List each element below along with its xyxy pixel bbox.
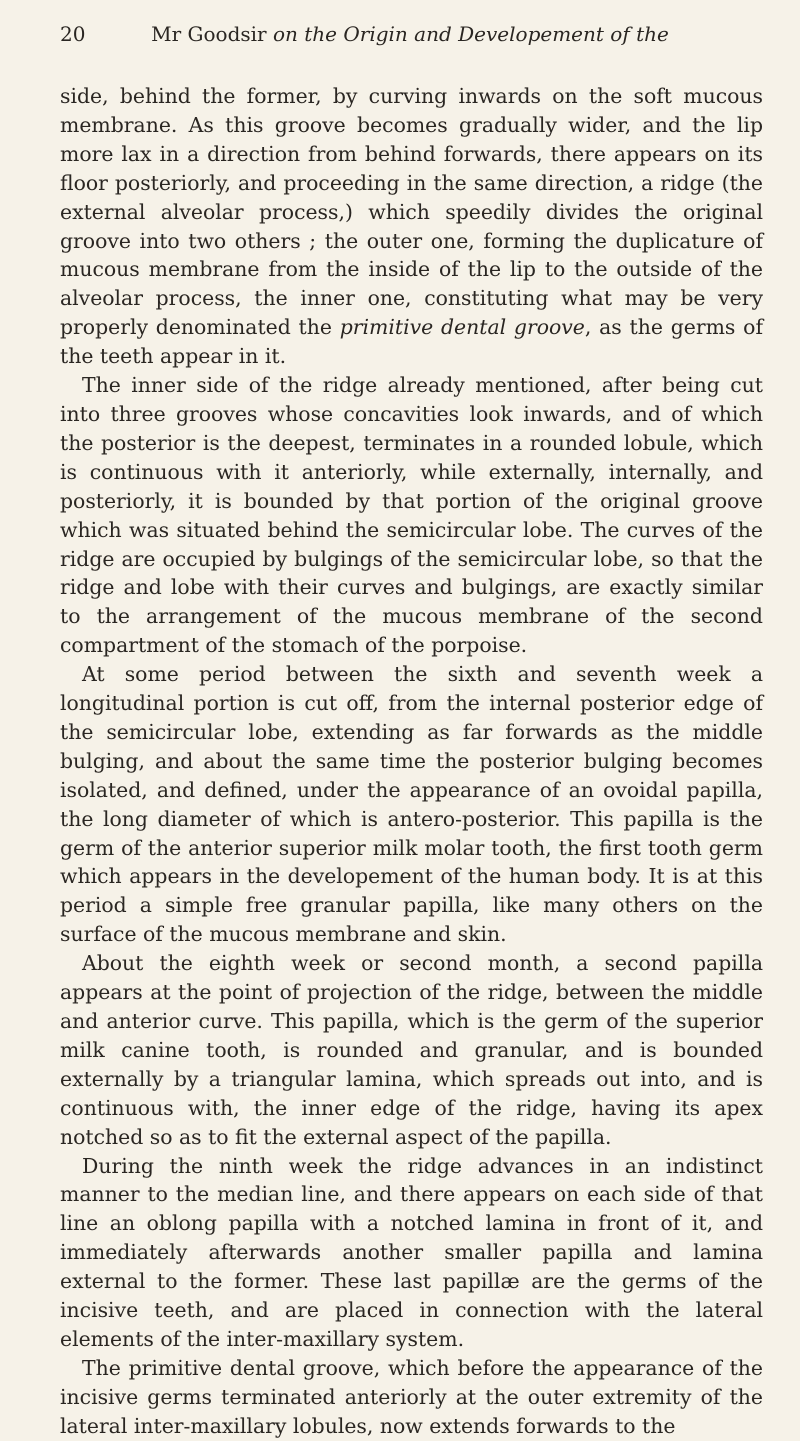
text-run: At some period between the sixth and seventh week a longitudinal portion is cut off, from the internal posterior edge of the semicircular lobe, extending as far forwards as the middle bulging, and about the same time the posterior bulging becomes isolated, and defined, under the appearance of an ovoidal papilla, the long diameter of which is antero-posterior. This papilla is the germ of the anterior superior milk molar tooth, the first tooth germ which appears in the developement of the human body. It is at this period a simple free granular papilla, like many others on the surface of the mucous membrane and skin. [60, 662, 763, 947]
body-text [60, 82, 763, 1441]
running-title-italic: on the Origin and Developement of the [272, 22, 669, 46]
paragraph-3 [60, 660, 763, 949]
running-header [60, 20, 760, 56]
text-run: The primitive dental groove, which before the appearance of the incisive germs terminated anteriorly at the outer extremity of the lateral inter-maxillary lobules, now extends forwards to the [60, 1355, 763, 1438]
paragraph-4 [60, 949, 763, 1151]
text-run: About the eighth week or second month, a second papilla appears at the point of projection of the ridge, between the middle and anterior curve. This papilla, which is the germ of the superior milk canine tooth, is rounded and granular, and is bounded externally by a triangular lamina, which spreads out into, and is continuous with, the inner edge of the ridge, having its apex notched so as to fit the external aspect of the papilla. [60, 951, 763, 1149]
text-run: , as the germs of the teeth appear in it. [60, 315, 763, 369]
text-run: side, behind the former, by curving inwards on the soft mucous membrane. As this groove becomes gradually wider, and the lip more lax in a direction from behind forwards, there appears on its floor posteriorly, and proceeding in the same direction, a ridge (the external alveolar process,) which speedily divides the original groove into two others ; the outer one, forming the duplicature of mucous membrane from the inside of the lip to the outside of the alveolar process, the inner one, constituting what may be very properly denominated the [60, 84, 763, 340]
running-title [60, 20, 760, 48]
running-title-author: Mr Goodsir [151, 22, 273, 46]
text-run: The inner side of the ridge already mentioned, after being cut into three grooves whose concavities look inwards, and of which the posterior is the deepest, terminates in a rounded lobule, which is continuous with it anteriorly, while externally, internally, and posteriorly, it is bounded by that portion of the original groove which was situated behind the semicircular lobe. The curves of the ridge are occupied by bulgings of the semicircular lobe, so that the ridge and lobe with their curves and bulgings, are exactly similar to the arrangement of the mucous membrane of the second compartment of the stomach of the porpoise. [60, 373, 763, 658]
paragraph-2 [60, 371, 763, 660]
page-number: 20 [60, 22, 86, 46]
text-run: During the ninth week the ridge advances in an indistinct manner to the median line, and there appears on each side of that line an oblong papilla with a notched lamina in front of it, and immediately afterwards another smaller papilla and lamina external to the former. These last papillæ are the germs of the incisive teeth, and are placed in connection with the lateral elements of the inter-maxillary system. [60, 1153, 763, 1351]
paragraph-1 [60, 82, 763, 371]
paragraph-6 [60, 1354, 763, 1441]
paragraph-5 [60, 1152, 763, 1354]
italic-term: primitive dental groove [339, 315, 585, 340]
